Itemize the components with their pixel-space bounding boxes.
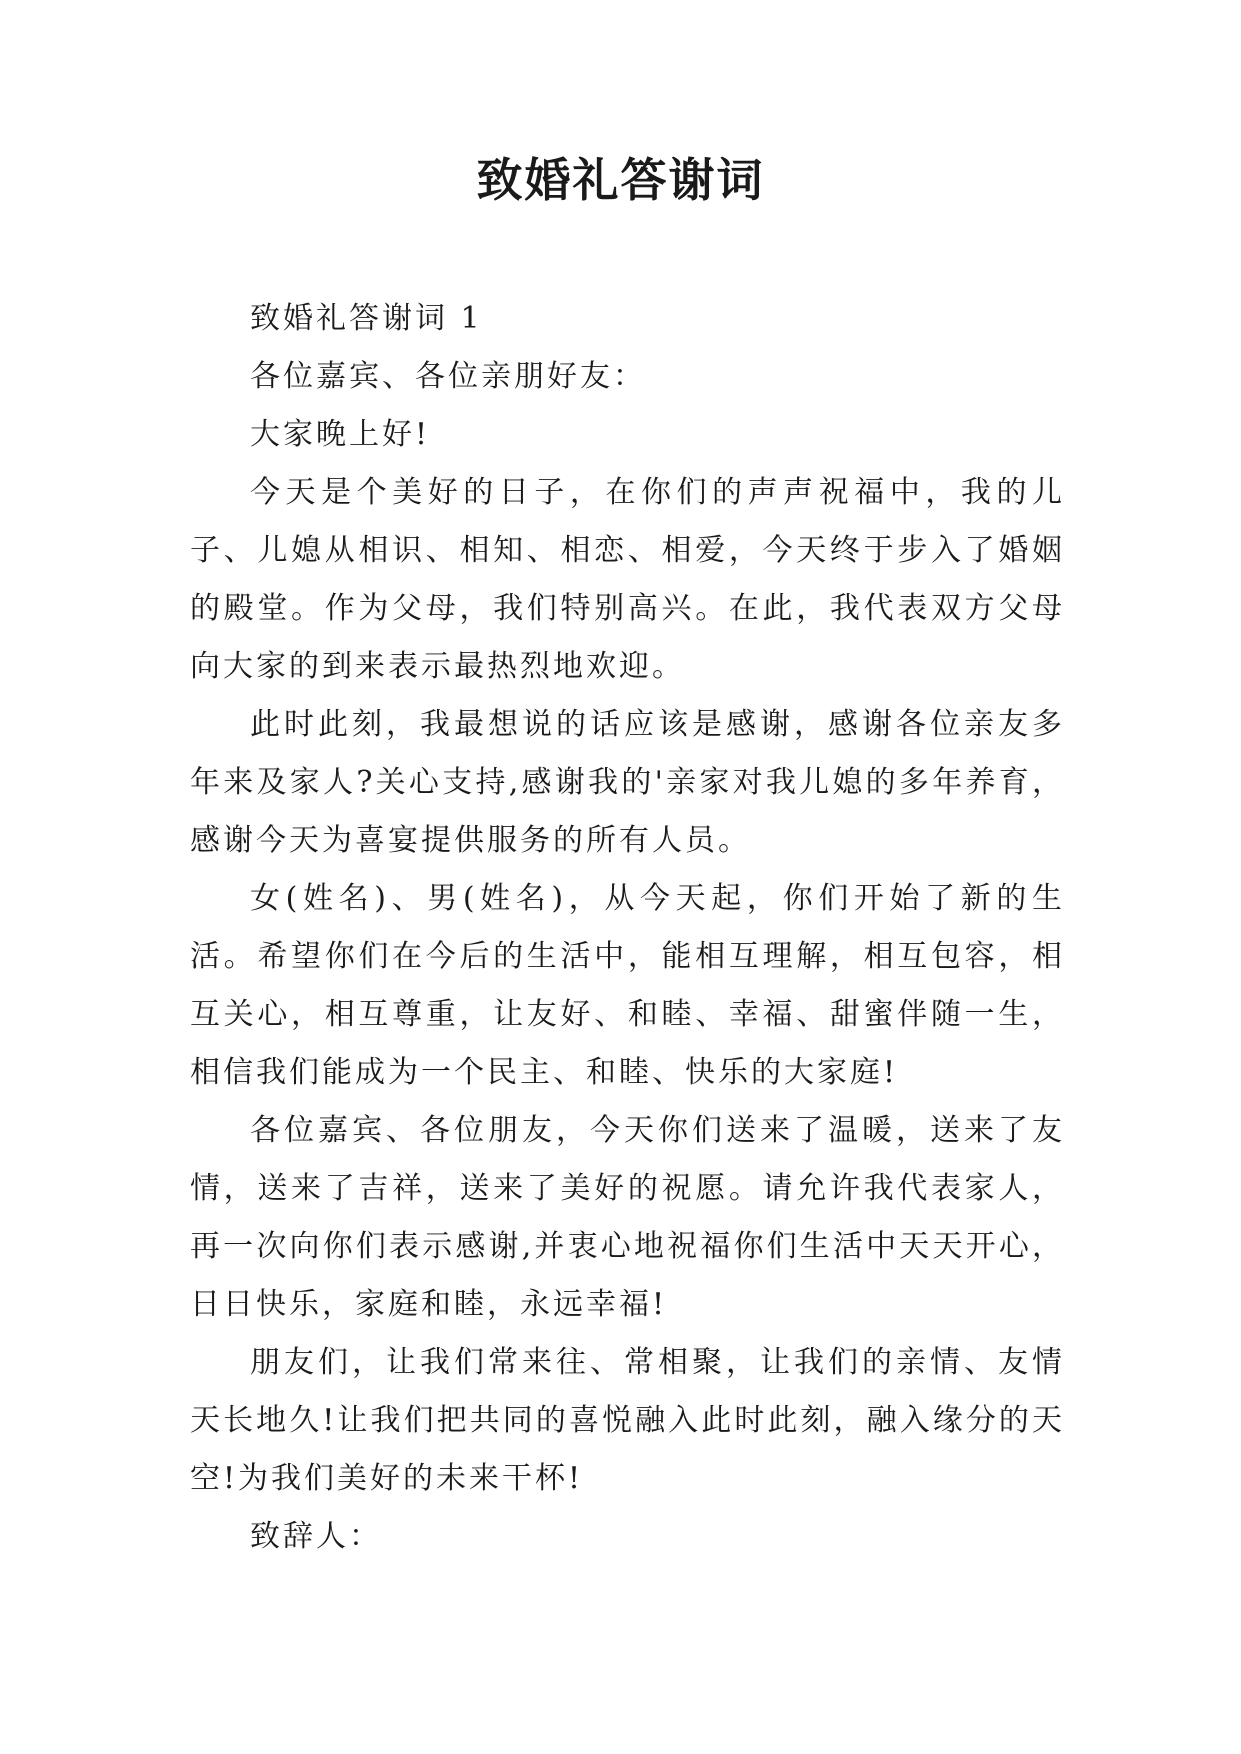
document-title: 致婚礼答谢词	[476, 153, 765, 207]
paragraph: 各位嘉宾、各位朋友，今天你们送来了温暖，送来了友情，送来了吉祥，送来了美好的祝愿。请允许我代表家人，再一次向你们表示感谢,并衷心地祝福你们生活中天天开心，日日快乐，家庭和睦，永远幸福!	[190, 1113, 1065, 1322]
section-heading: 致婚礼答谢词 1	[250, 301, 483, 336]
paragraph: 女(姓名)、男(姓名)，从今天起，你们开始了新的生活。希望你们在今后的生活中，能相互理解，相互包容，相互关心，相互尊重，让友好、和睦、幸福、甜蜜伴随一生，相信我们能成为一个民主、和睦、快乐的大家庭!	[190, 881, 1065, 1090]
paragraph: 此时此刻，我最想说的话应该是感谢，感谢各位亲友多年来及家人?关心支持,感谢我的'亲家对我儿媳的多年养育，感谢今天为喜宴提供服务的所有人员。	[190, 707, 1065, 858]
signature-line: 致辞人：	[250, 1519, 382, 1554]
salutation: 各位嘉宾、各位亲朋好友：	[250, 359, 646, 394]
paragraph: 朋友们，让我们常来往、常相聚，让我们的亲情、友情天长地久!让我们把共同的喜悦融入此时此刻，融入缘分的天空!为我们美好的未来干杯!	[190, 1345, 1065, 1496]
greeting: 大家晚上好!	[250, 417, 431, 452]
paragraph: 今天是个美好的日子，在你们的声声祝福中，我的儿子、儿媳从相识、相知、相恋、相爱，今天终于步入了婚姻的殿堂。作为父母，我们特别高兴。在此，我代表双方父母向大家的到来表示最热烈地欢迎。	[190, 475, 1065, 684]
document-body	[190, 290, 1065, 1566]
